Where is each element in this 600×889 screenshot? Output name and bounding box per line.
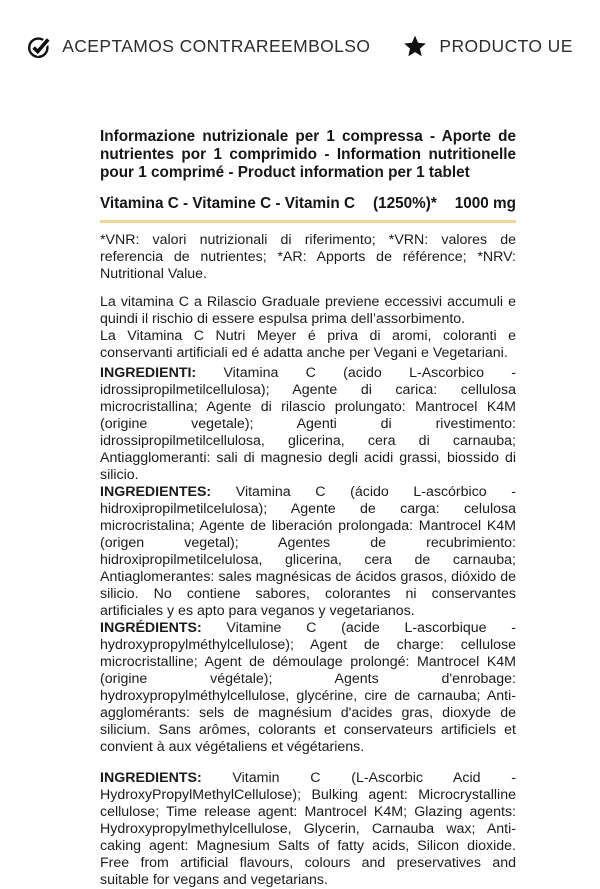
badge-eu-product: [402, 34, 572, 59]
ingredients-es: [100, 484, 516, 620]
ingredients-it-text: Vitamina C (acido L-Ascorbico - idrossipropilmetilcellulosa); Agente di carica: cellulosa microcristallina; Agente di rilascio prolungato: Mantrocel K4M (origine vegetale); Agenti di rivestimento: idrossipropilmetilcellulosa, glicerina, cera di carnauba; Antiagglomeranti: sali di magnesio degli acidi grassi, biossido di silicio.: [100, 365, 516, 483]
ingredients-fr: [100, 620, 516, 756]
nutrient-name: Vitamina C - Vitamine C - Vitamin C: [100, 195, 356, 212]
ingredients-en: [100, 770, 516, 889]
description-line-2: La Vitamina C Nutri Meyer é priva di aromi, coloranti e conservanti artificiali ed é adatta anche per Vegani e Vegetariani.: [100, 328, 516, 361]
badge-cash-on-delivery: [27, 35, 370, 59]
panel-title: Informazione nutrizionale per 1 compressa - Aporte de nutrientes por 1 comprimido - Information nutritionelle pour 1 comprimé - Product information per 1 tablet: [100, 128, 516, 181]
ingredients-es-label: INGREDIENTES:: [100, 484, 212, 500]
nrv-footnote: *VNR: valori nutrizionali di riferimento; *VRN: valores de referencia de nutrientes; *AR: Apports de référence; *NRV: Nutritional Value.: [100, 232, 516, 282]
ingredients-en-label: INGREDIENTS:: [100, 770, 202, 786]
ingredients-es-text: Vitamina C (ácido L-ascórbico - hidroxipropilmetilcelulosa); Agente de carga: celulosa microcristalina; Agente de liberación prolongada: Mantrocel K4M (origen vegetal); Agentes de recubrimiento: hidroxipropilmetilcelulosa, glicerina, cera de carnauba; Antiaglomerantes: sales magnésicas de ácidos grasos, dióxido de silicio. No contiene sabores, colorantes ni conservantes artificiales y es apto para veganos y vegetarianos.: [100, 484, 516, 619]
product-description: [100, 294, 516, 362]
check-circle-icon: [27, 35, 51, 59]
nutrition-panel: [100, 128, 516, 889]
ingredients-en-text: Vitamin C (L-Ascorbic Acid - HydroxyPropylMethylCellulose); Bulking agent: Microcrystalline cellulose; Time release agent: Mantrocel K4M; Glazing agents: Hydroxypropylmethylcellulose, Glycerin, Carnauba wax; Anti-caking agent: Magnesium Salts of fatty acids, Silicon dioxide. Free from artificial flavours, colours and preservatives and suitable for vegans and vegetarians.: [100, 770, 516, 888]
ingredients-fr-text: Vitamine C (acide L-ascorbique - hydroxypropylméthylcellulose); Agent de charge: cellulose microcristalline; Agent de démoulage prolongé: Mantrocel K4M (origine végétale); Agents d'enrobage: hydroxypropylméthylcellulose, glycérine, cire de carnauba; Anti-agglomérants: sels de magnésium d'acides gras, dioxyde de silicium. Sans arômes, colorants et conservateurs artificiels et convient à aux végétaliens et végétariens.: [100, 620, 516, 755]
star-icon: [402, 34, 428, 59]
ingredients-fr-label: INGRÉDIENTS:: [100, 620, 202, 636]
ingredients-it: [100, 365, 516, 484]
badge-eu-product-label: PRODUCTO UE: [439, 36, 573, 56]
nutrient-row: [100, 195, 516, 223]
header-badges: [0, 34, 600, 59]
description-line-1: La vitamina C a Rilascio Graduale previene eccessivi accumuli e quindi il rischio di essere espulsa prima dell’assorbimento.: [100, 294, 516, 327]
ingredients-it-label: INGREDIENTI:: [100, 365, 197, 381]
nutrient-nrv-percent: (1250%)*: [373, 195, 437, 212]
nutrient-amount: 1000 mg: [454, 195, 516, 212]
badge-cash-on-delivery-label: ACEPTAMOS CONTRAREEMBOLSO: [62, 36, 371, 56]
